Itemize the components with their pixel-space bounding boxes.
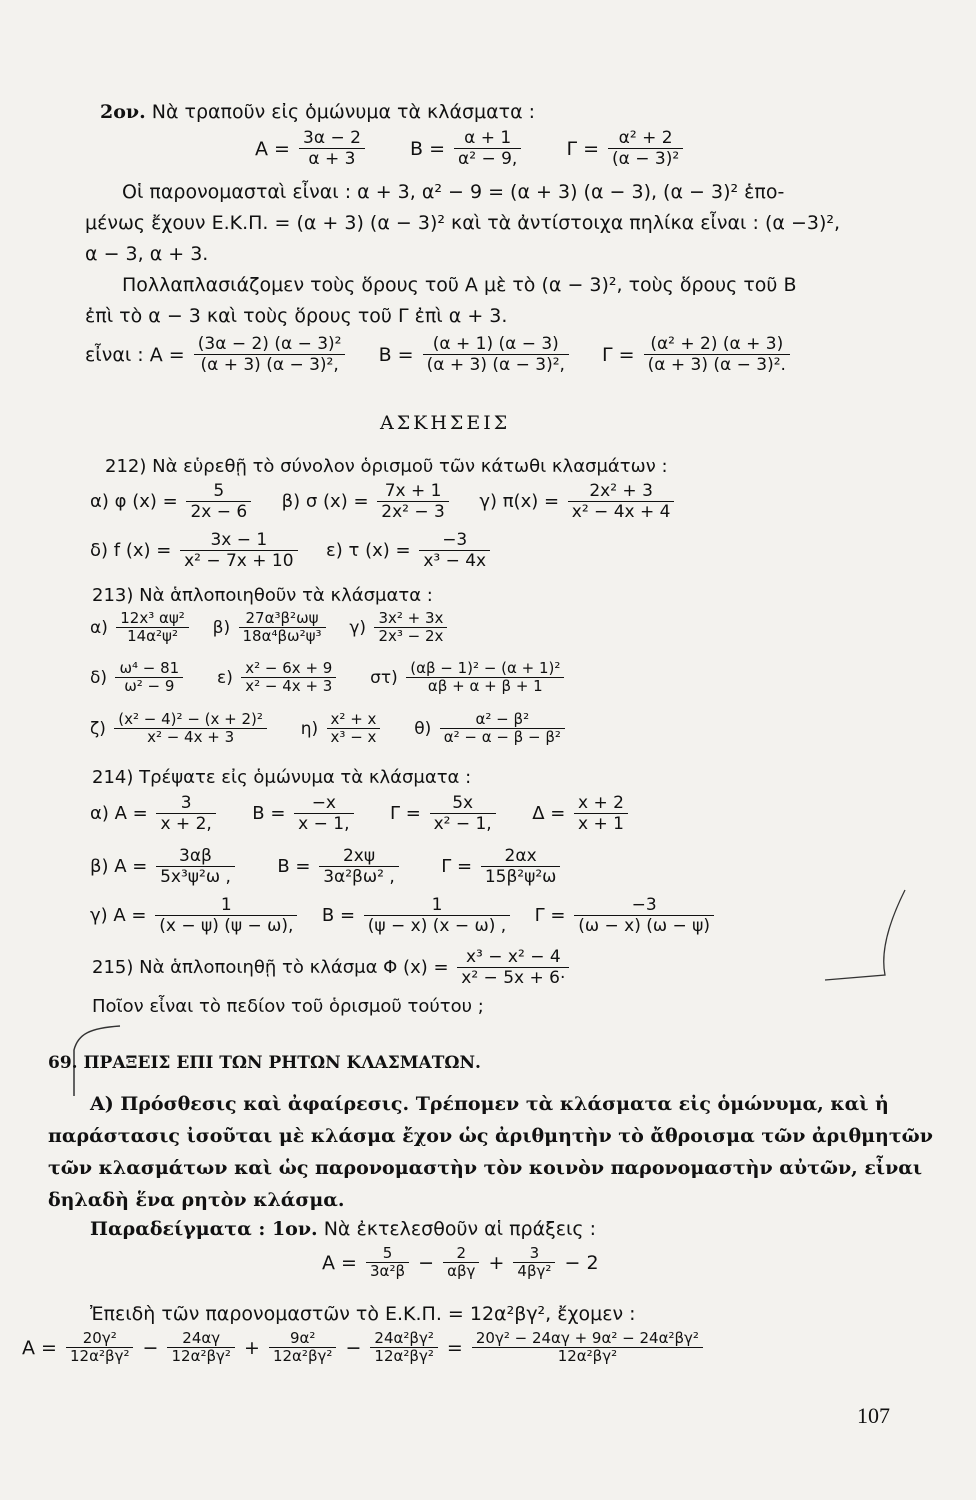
result-label: εἶναι : Α = (85, 343, 185, 366)
operator: − (418, 1251, 435, 1274)
exercise-215-question: Ποῖον εἶναι τὸ πεδίον τοῦ ὁρισμοῦ τούτου ; (92, 996, 484, 1017)
label-G: Γ = (602, 343, 635, 366)
fraction-num: α² − β² (440, 711, 565, 729)
fraction-num: −3 (419, 530, 490, 551)
item-label: α) (90, 617, 108, 638)
fraction-den: αβγ (447, 1262, 476, 1280)
fraction-den: 2x³ − 2x (378, 627, 444, 645)
page-number: 107 (857, 1403, 890, 1428)
fraction (366, 1245, 409, 1280)
example-2-text: Νὰ τραποῦν εἰς ὁμώνυμα τὰ κλάσματα : (151, 101, 536, 123)
item-label: γ) (349, 617, 367, 638)
fraction-num: ω⁴ − 81 (115, 660, 183, 678)
fraction-den: 2x − 6 (190, 502, 248, 522)
fraction (472, 1330, 703, 1365)
exercise-215 (92, 947, 572, 988)
fraction-num: 20γ² (66, 1330, 133, 1348)
fraction-num: α² + 2 (608, 128, 683, 149)
fraction-den: αβ + α + β + 1 (427, 677, 543, 695)
fraction (167, 1330, 234, 1365)
result-fraction-G (644, 334, 790, 375)
label-B: Β = (410, 137, 445, 160)
fraction-num: 20γ² − 24αγ + 9α² − 24α²βγ² (472, 1330, 703, 1348)
exercise-213-row3 (90, 711, 568, 746)
fraction-num: (x² − 4)² − (x + 2)² (114, 711, 267, 729)
exercise-215-title: 215) Νὰ ἁπλοποιηθῇ τὸ κλάσμα Φ (x) = (92, 956, 449, 978)
operator: + (243, 1336, 260, 1359)
exercise-212-row2 (90, 530, 493, 571)
fraction-num: 1 (155, 895, 297, 916)
fraction-num: 3 (156, 793, 215, 814)
fraction-num: 3α − 2 (299, 128, 365, 149)
fraction-den: x + 2, (160, 814, 212, 834)
fraction-num: (αβ − 1)² − (α + 1)² (406, 660, 564, 678)
fraction-den: (α + 3) (α − 3)². (647, 355, 786, 375)
fraction-num: 5 (366, 1245, 409, 1263)
item-label: δ) (90, 667, 108, 688)
exercise-212-row1 (90, 481, 677, 522)
fraction-num: x² + x (327, 711, 381, 729)
fraction-num: 27α³β²ωψ (239, 610, 326, 628)
operator: + (488, 1251, 505, 1274)
result-fraction-A (194, 334, 346, 375)
fraction (239, 610, 326, 645)
fraction-num: 3αβ (156, 846, 235, 867)
fraction-den: x² − 7x + 10 (184, 551, 294, 571)
fraction-den: (α − 3)² (612, 149, 680, 169)
fraction-den: x + 1 (578, 814, 624, 834)
section-69-text-line: Α) Πρόσθεσις καὶ ἀφαίρεσις. Τρέπομεν τὰ κλάσματα εἰς ὁμώνυμα, καὶ ἡ (90, 1093, 889, 1115)
fraction-den: 12α²βγ² (171, 1347, 231, 1365)
item-label: Δ = (532, 802, 566, 824)
item-label: Β = (277, 855, 311, 877)
examples-text: Νὰ ἐκτελεσθοῦν αἱ πράξεις : (323, 1218, 597, 1240)
fraction (374, 610, 447, 645)
fraction (377, 481, 449, 522)
operator: − (345, 1336, 362, 1359)
fraction-num: x + 2 (574, 793, 628, 814)
fraction (269, 1330, 336, 1365)
item-label: Γ = (389, 802, 421, 824)
fraction-den: ω² − 9 (124, 677, 175, 695)
fraction-num: 2xψ (319, 846, 399, 867)
fraction-den: 12α²βγ² (70, 1347, 130, 1365)
fraction (319, 846, 399, 887)
big-expression (22, 1330, 706, 1365)
fraction-G (608, 128, 683, 169)
fraction (294, 793, 353, 834)
exercise-214-row-c (90, 895, 717, 936)
fraction-den: 3α²βω² , (323, 867, 395, 887)
fraction-den: 12α²βγ² (374, 1347, 434, 1365)
fraction-num: (α + 1) (α − 3) (423, 334, 569, 355)
fraction (155, 895, 297, 936)
paragraph-line: ἐπὶ τὸ α − 3 καὶ τοὺς ὅρους τοῦ Γ ἐπὶ α + 3. (85, 305, 508, 327)
fraction (457, 947, 569, 988)
fraction-num: (3α − 2) (α − 3)² (194, 334, 346, 355)
fraction-B (454, 128, 521, 169)
fraction (114, 711, 267, 746)
item-label: γ) Α = (90, 904, 147, 926)
fraction-den: x² − 5x + 6· (461, 968, 566, 988)
fraction (443, 1245, 479, 1280)
fraction-num: 3x − 1 (180, 530, 298, 551)
fraction-den: x² − 4x + 4 (571, 502, 671, 522)
paragraph-line: μένως ἔχουν Ε.Κ.Π. = (α + 3) (α − 3)² καὶ τὰ ἀντίστοιχα πηλίκα εἶναι : (α −3)², (85, 212, 841, 234)
fraction-den: x³ − x (330, 728, 377, 746)
fraction-num: 5 (186, 481, 251, 502)
fraction-den: (α + 3) (α − 3)², (200, 355, 339, 375)
example-2-label: 2ον. (100, 101, 146, 123)
fraction (513, 1245, 555, 1280)
fraction-num: 2x² + 3 (568, 481, 675, 502)
fraction-num: x² − 6x + 9 (241, 660, 336, 678)
fraction (430, 793, 496, 834)
fraction-num: 3x² + 3x (374, 610, 447, 628)
fraction (440, 711, 565, 746)
fraction (156, 793, 215, 834)
examples-label: Παραδείγματα : 1ον. (90, 1218, 318, 1240)
label-A: Α = (22, 1336, 57, 1359)
fraction-den: (ψ − x) (x − ω) , (367, 916, 507, 936)
item-label: α) Α = (90, 802, 148, 824)
exercises-title: ΑΣΚΗΣΕΙΣ (380, 412, 511, 434)
example-2-title-line (100, 100, 535, 124)
fraction (574, 895, 714, 936)
fraction-num: 9α² (269, 1330, 336, 1348)
fraction-den: 14α²ψ² (127, 627, 178, 645)
item-label: ζ) (90, 718, 106, 739)
section-69-heading: 69. ΠΡΑΞΕΙΣ ΕΠΙ ΤΩΝ ΡΗΤΩΝ ΚΛΑΣΜΑΤΩΝ. (48, 1053, 481, 1073)
fraction-den: (x − ψ) (ψ − ω), (159, 916, 294, 936)
example-2-result (85, 334, 793, 375)
result-fraction-B (423, 334, 569, 375)
fraction (156, 846, 235, 887)
label-A: Α = (255, 137, 290, 160)
fraction-num: −3 (574, 895, 714, 916)
examples-line (90, 1217, 596, 1241)
exercise-212-title: 212) Νὰ εὑρεθῇ τὸ σύνολον ὁρισμοῦ τῶν κάτωθι κλασμάτων : (105, 456, 668, 477)
fraction-den: 15β²ψ²ω (484, 867, 557, 887)
item-label: β) σ (x) = (281, 490, 369, 512)
fraction-num: 5x (430, 793, 496, 814)
fraction (481, 846, 561, 887)
fraction-den: x − 1, (298, 814, 350, 834)
item-label: θ) (414, 718, 432, 739)
exercise-213-row1 (90, 610, 450, 645)
fraction-num: (α² + 2) (α + 3) (644, 334, 790, 355)
item-label: ε) (217, 667, 233, 688)
item-label: Γ = (441, 855, 473, 877)
item-label: η) (300, 718, 319, 739)
exercise-213-row2 (90, 660, 567, 695)
fraction-den: x³ − 4x (423, 551, 487, 571)
paragraph-line: Οἱ παρονομασταὶ εἶναι : α + 3, α² − 9 = (α + 3) (α − 3), (α − 3)² ἑπο- (122, 181, 785, 203)
section-69-text-line: δηλαδὴ ἕνα ρητὸν κλάσμα. (48, 1189, 345, 1211)
item-label: α) φ (x) = (90, 490, 178, 512)
fraction (116, 610, 189, 645)
fraction (327, 711, 381, 746)
pencil-margin-mark (820, 880, 910, 990)
section-69-text-line: παράστασις ἰσοῦται μὲ κλάσμα ἔχον ὡς ἀριθμητὴν τὸ ἄθροισμα τῶν ἀριθμητῶν (48, 1125, 933, 1147)
fraction-num: 12x³ αψ² (116, 610, 189, 628)
fraction-den: α² − α − β − β² (443, 728, 561, 746)
fraction-num: −x (294, 793, 353, 814)
item-label: β) (212, 617, 231, 638)
label-B: Β = (378, 343, 414, 366)
fraction (66, 1330, 133, 1365)
item-label: Γ = (534, 904, 566, 926)
fraction (364, 895, 510, 936)
fraction-num: 3 (513, 1245, 555, 1263)
fraction-den: 2x² − 3 (381, 502, 445, 522)
fraction-den: 4βγ² (517, 1262, 552, 1280)
fraction (370, 1330, 437, 1365)
fraction-num: α + 1 (454, 128, 521, 149)
section-69-text-line: τῶν κλασμάτων καὶ ὡς παρονομαστὴν τὸν κοινὸν παρονομαστὴν αὐτῶν, εἶναι (48, 1157, 923, 1179)
item-label: β) Α = (90, 855, 148, 877)
fraction-den: (α + 3) (α − 3)², (426, 355, 565, 375)
fraction-num: 24αγ (167, 1330, 234, 1348)
fraction-num: x³ − x² − 4 (457, 947, 569, 968)
fraction-den: 5x³ψ²ω , (160, 867, 231, 887)
fraction (574, 793, 628, 834)
exercise-213-title: 213) Νὰ ἁπλοποιηθοῦν τὰ κλάσματα : (92, 585, 433, 606)
item-label: γ) π(x) = (479, 490, 560, 512)
fraction-num: 1 (364, 895, 510, 916)
paragraph-line: Πολλαπλασιάζομεν τοὺς ὅρους τοῦ Α μὲ τὸ (α − 3)², τοὺς ὅρους τοῦ Β (122, 274, 797, 296)
fraction-num: 7x + 1 (377, 481, 449, 502)
fraction-den: (ω − x) (ω − ψ) (578, 916, 711, 936)
exercise-214-row-a (90, 793, 631, 834)
fraction-den: x² − 4x + 3 (245, 677, 333, 695)
exercise-214-title: 214) Τρέψατε εἰς ὁμώνυμα τὰ κλάσματα : (92, 767, 472, 788)
fraction-den: 12α²βγ² (557, 1347, 618, 1365)
item-label: Β = (252, 802, 286, 824)
fraction-den: 3α²β (370, 1262, 406, 1280)
fraction (241, 660, 336, 695)
example-expression (322, 1245, 599, 1280)
operator: = (446, 1336, 463, 1359)
exercise-214-row-b (90, 846, 563, 887)
item-label: δ) f (x) = (90, 539, 172, 561)
fraction-den: 18α⁴βω²ψ³ (242, 627, 322, 645)
fraction (406, 660, 564, 695)
label-G: Γ = (566, 137, 599, 160)
item-label: στ) (370, 667, 398, 688)
label-A: Α = (322, 1251, 357, 1274)
fraction-num: 24α²βγ² (370, 1330, 437, 1348)
fraction-num: 2αx (481, 846, 561, 867)
fraction-A (299, 128, 365, 169)
lcm-line: Ἐπειδὴ τῶν παρονομαστῶν τὸ Ε.Κ.Π. = 12α²βγ², ἔχομεν : (90, 1303, 636, 1325)
fraction (186, 481, 251, 522)
example-2-fractions (255, 128, 686, 169)
expression-tail: − 2 (564, 1251, 599, 1274)
operator: − (142, 1336, 159, 1359)
item-label: Β = (321, 904, 356, 926)
fraction (419, 530, 490, 571)
fraction (180, 530, 298, 571)
fraction-den: α² − 9, (458, 149, 518, 169)
item-label: ε) τ (x) = (326, 539, 411, 561)
fraction-den: x² − 1, (433, 814, 492, 834)
paragraph-line: α − 3, α + 3. (85, 243, 209, 265)
fraction-den: x² − 4x + 3 (147, 728, 235, 746)
fraction-den: α + 3 (308, 149, 356, 169)
fraction (568, 481, 675, 522)
fraction (115, 660, 183, 695)
fraction-num: 2 (443, 1245, 479, 1263)
fraction-den: 12α²βγ² (272, 1347, 333, 1365)
